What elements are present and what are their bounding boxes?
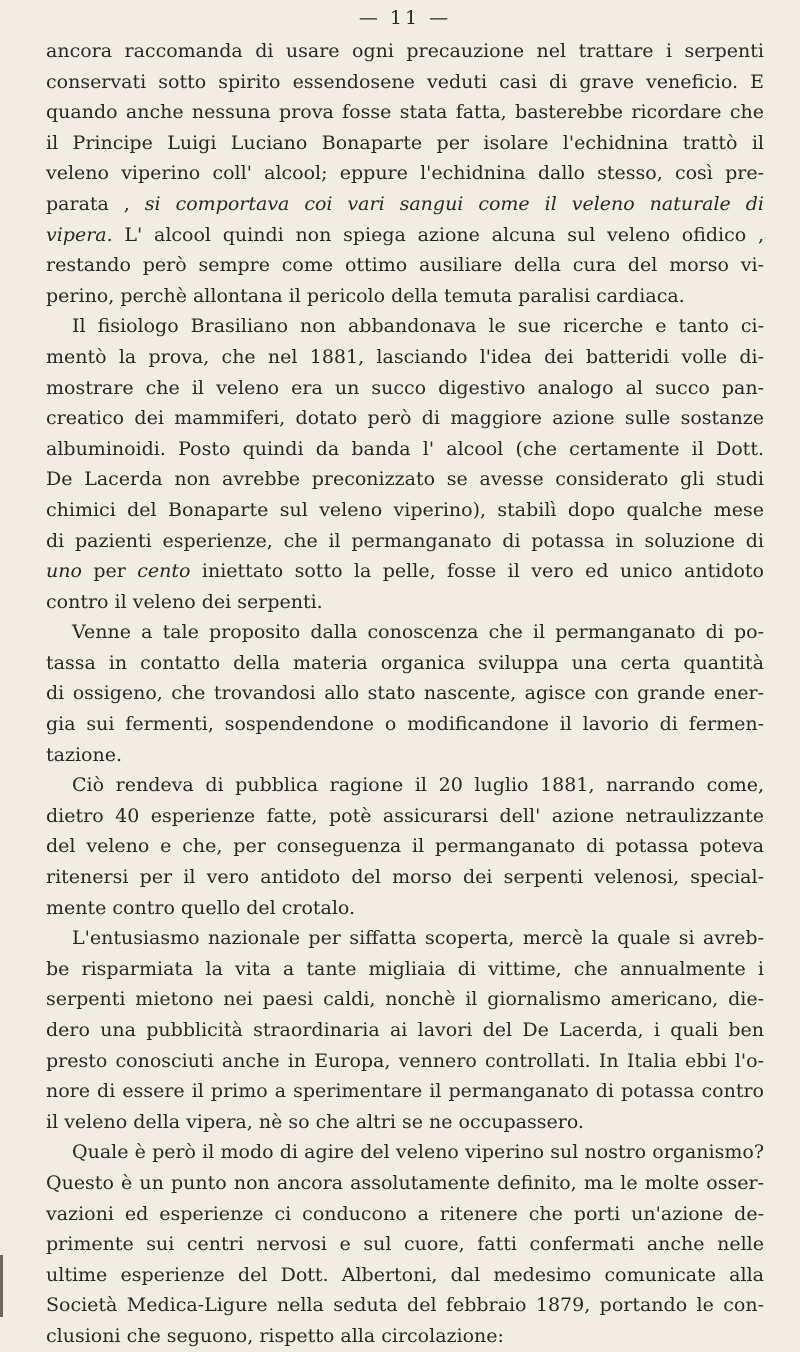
text-line: vipera. L' alcool quindi non spiega azione alcuna sul veleno ofidico , — [46, 223, 764, 246]
page-edge-shadow — [0, 1255, 3, 1317]
text-line: Questo è un punto non ancora assolutamente definito, ma le molte osser- — [46, 1171, 764, 1194]
text-line: ultime esperienze del Dott. Albertoni, dal medesimo comunicate alla — [46, 1263, 764, 1286]
text-line: conservati sotto spirito essendosene veduti casi di grave veneficio. E — [46, 70, 764, 93]
text-line: mostrare che il veleno era un succo digestivo analogo al succo pan- — [46, 376, 764, 399]
text-line: serpenti mietono nei paesi caldi, nonchè il giornalismo americano, die- — [46, 988, 764, 1011]
text-line: dero una pubblicità straordinaria ai lavori del De Lacerda, i quali ben — [46, 1019, 764, 1041]
text-line: contro il veleno dei serpenti. — [46, 590, 323, 613]
text-line: ancora raccomanda di usare ogni precauzione nel trattare i serpenti — [46, 40, 764, 62]
text-line: Ciò rendeva di pubblica ragione il 20 luglio 1881, narrando come, — [72, 774, 764, 797]
text-line: perino, perchè allontana il pericolo della temuta paralisi cardiaca. — [46, 284, 685, 307]
text-line: Venne a tale proposito dalla conoscenza che il permanganato di po- — [72, 621, 764, 644]
text-line: parata , si comportava coi vari sangui come il veleno naturale di — [46, 192, 764, 215]
text-line: nore di essere il primo a sperimentare il permanganato di potassa contro — [46, 1080, 764, 1103]
text-line: tazione. — [46, 743, 123, 766]
text-line: del veleno e che, per conseguenza il permanganato di potassa poteva — [46, 835, 764, 858]
text-line: ritenersi per il vero antidoto del morso dei serpenti velenosi, special- — [46, 866, 764, 889]
text-line: dietro 40 esperienze fatte, potè assicurarsi dell' azione netraulizzante — [46, 804, 764, 827]
text-line: creatico dei mammiferi, dotato però di maggiore azione sulle sostanze — [46, 407, 764, 430]
text-line: mentò la prova, che nel 1881, lasciando l'idea dei batteridi volle di- — [46, 345, 764, 368]
text-line: gia sui fermenti, sospendendone o modificandone il lavorio di fermen- — [46, 713, 764, 736]
text-line: tassa in contatto della materia organica sviluppa una certa quantità — [46, 651, 764, 674]
text-line: primente sui centri nervosi e sul cuore, fatti confermati anche nelle — [46, 1233, 764, 1256]
text-line: presto conosciuti anche in Europa, vennero controllati. In Italia ebbi l'o- — [46, 1049, 764, 1072]
text-line: L'entusiasmo nazionale per siffatta scoperta, mercè la quale si avreb- — [72, 927, 764, 950]
text-line: mente contro quello del crotalo. — [46, 896, 356, 919]
text-line: quando anche nessuna prova fosse stata fatta, basterebbe ricordare che — [46, 101, 764, 124]
text-line: uno per cento iniettato sotto la pelle, fosse il vero ed unico antidoto — [46, 560, 764, 583]
text-line: il Principe Luigi Luciano Bonaparte per isolare l'echidnina trattò il — [46, 131, 764, 154]
body-text — [46, 36, 764, 1352]
text-line: Il fisiologo Brasiliano non abbandonava le sue ricerche e tanto ci- — [72, 315, 764, 338]
text-line: be risparmiata la vita a tante migliaia di vittime, che annualmente i — [46, 957, 764, 980]
text-line: Società Medica-Ligure nella seduta del febbraio 1879, portando le con- — [46, 1294, 764, 1317]
text-line: De Lacerda non avrebbe preconizzato se avesse considerato gli studi — [46, 468, 764, 491]
text-line: Quale è però il modo di agire del veleno viperino sul nostro organismo? — [72, 1141, 764, 1164]
text-line: veleno viperino coll' alcool; eppure l'echidnina dallo stesso, così pre- — [46, 162, 764, 185]
page-number: — 11 — — [358, 7, 452, 29]
text-line: restando però sempre come ottimo ausiliare della cura del morso vi- — [46, 254, 764, 277]
text-line: il veleno della vipera, nè so che altri se ne occupassero. — [46, 1110, 584, 1133]
text-line: di pazienti esperienze, che il permanganato di potassa in soluzione di — [46, 529, 764, 552]
text-line: albuminoidi. Posto quindi da banda l' alcool (che certamente il Dott. — [46, 437, 764, 460]
text-line: vazioni ed esperienze ci conducono a ritenere che porti un'azione de- — [46, 1202, 764, 1225]
text-line: clusioni che seguono, rispetto alla circolazione: — [46, 1324, 504, 1347]
text-line: chimici del Bonaparte sul veleno viperino), stabilì dopo qualche mese — [46, 498, 764, 521]
text-line: di ossigeno, che trovandosi allo stato nascente, agisce con grande ener- — [46, 682, 764, 705]
